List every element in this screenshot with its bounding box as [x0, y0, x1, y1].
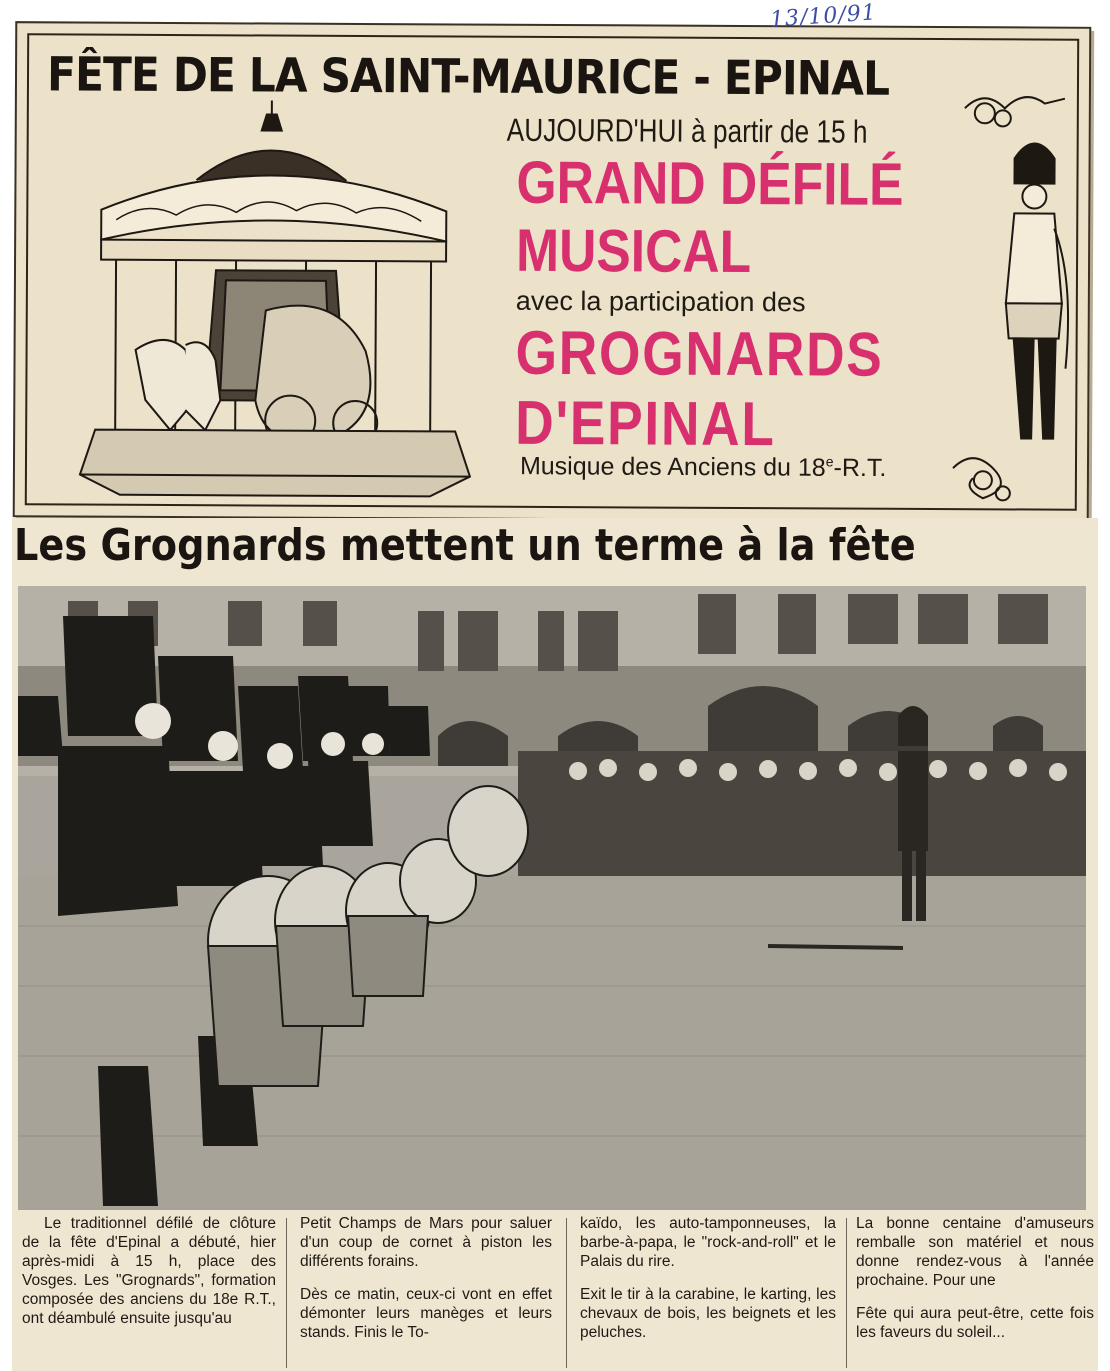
article-headline: Les Grognards mettent un terme à la fête — [14, 520, 916, 571]
ad-music-sup: e — [825, 453, 834, 470]
article-paragraph: Exit le tir à la carabine, le karting, les chevaux de bois, les beignets et les peluches. — [580, 1286, 836, 1341]
article-column-4 — [856, 1214, 1094, 1356]
column-divider — [286, 1218, 287, 1368]
article-paragraph: kaïdo, les auto-tamponneuses, la barbe-à-papa, le "rock-and-roll" et le Palais du rire. — [580, 1215, 836, 1270]
ad-event-title-line1: GRAND DÉFILÉ — [516, 148, 904, 218]
ad-event-title-line2: MUSICAL — [515, 216, 752, 286]
ad-headline: FÊTE DE LA SAINT-MAURICE - EPINAL — [46, 47, 890, 107]
article-photo — [18, 586, 1086, 1210]
grenadier-illustration — [943, 88, 1085, 509]
article-paragraph: La bonne centaine d'amuseurs remballe son matériel et nous donne rendez-vous à l'année prochaine. Pour une — [856, 1215, 1094, 1289]
parade-photo-illustration — [18, 586, 1086, 1210]
ad-participation-text: avec la participation des — [515, 285, 806, 318]
carousel-illustration — [75, 100, 477, 502]
article-paragraph: Le traditionnel défilé de clôture de la fête d'Epinal a débuté, hier après-midi à 15 h, place des Vosges. Les "Grognards", formation composée des anciens du 18e R.T., ont déambulé ensuite jusqu'au — [22, 1215, 276, 1327]
advertisement-clipping — [13, 21, 1092, 523]
handwritten-date: 13/10/91 — [769, 0, 878, 33]
article-column-1 — [22, 1214, 276, 1342]
ad-music-prefix: Musique des Anciens du 18 — [519, 452, 826, 482]
article-paragraph: Fête qui aura peut-être, cette fois les faveurs du soleil... — [856, 1305, 1094, 1341]
article-column-2 — [300, 1214, 552, 1356]
ad-group-name-line2: D'EPINAL — [515, 388, 776, 460]
ad-music-suffix: -R.T. — [833, 453, 887, 483]
column-divider — [566, 1218, 567, 1368]
article-paragraph: Dès ce matin, ceux-ci vont en effet démonter leurs manèges et leurs stands. Finis le To- — [300, 1286, 552, 1341]
ad-start-time: AUJOURD'HUI à partir de 15 h — [506, 111, 868, 150]
ad-music-credit — [520, 452, 886, 483]
article-column-3 — [580, 1214, 836, 1356]
article-body — [18, 1214, 1098, 1371]
article-paragraph: Petit Champs de Mars pour saluer d'un coup de cornet à piston les différents forains. — [300, 1215, 552, 1270]
ad-group-name-line1: GROGNARDS — [515, 318, 884, 390]
column-divider — [846, 1218, 847, 1368]
